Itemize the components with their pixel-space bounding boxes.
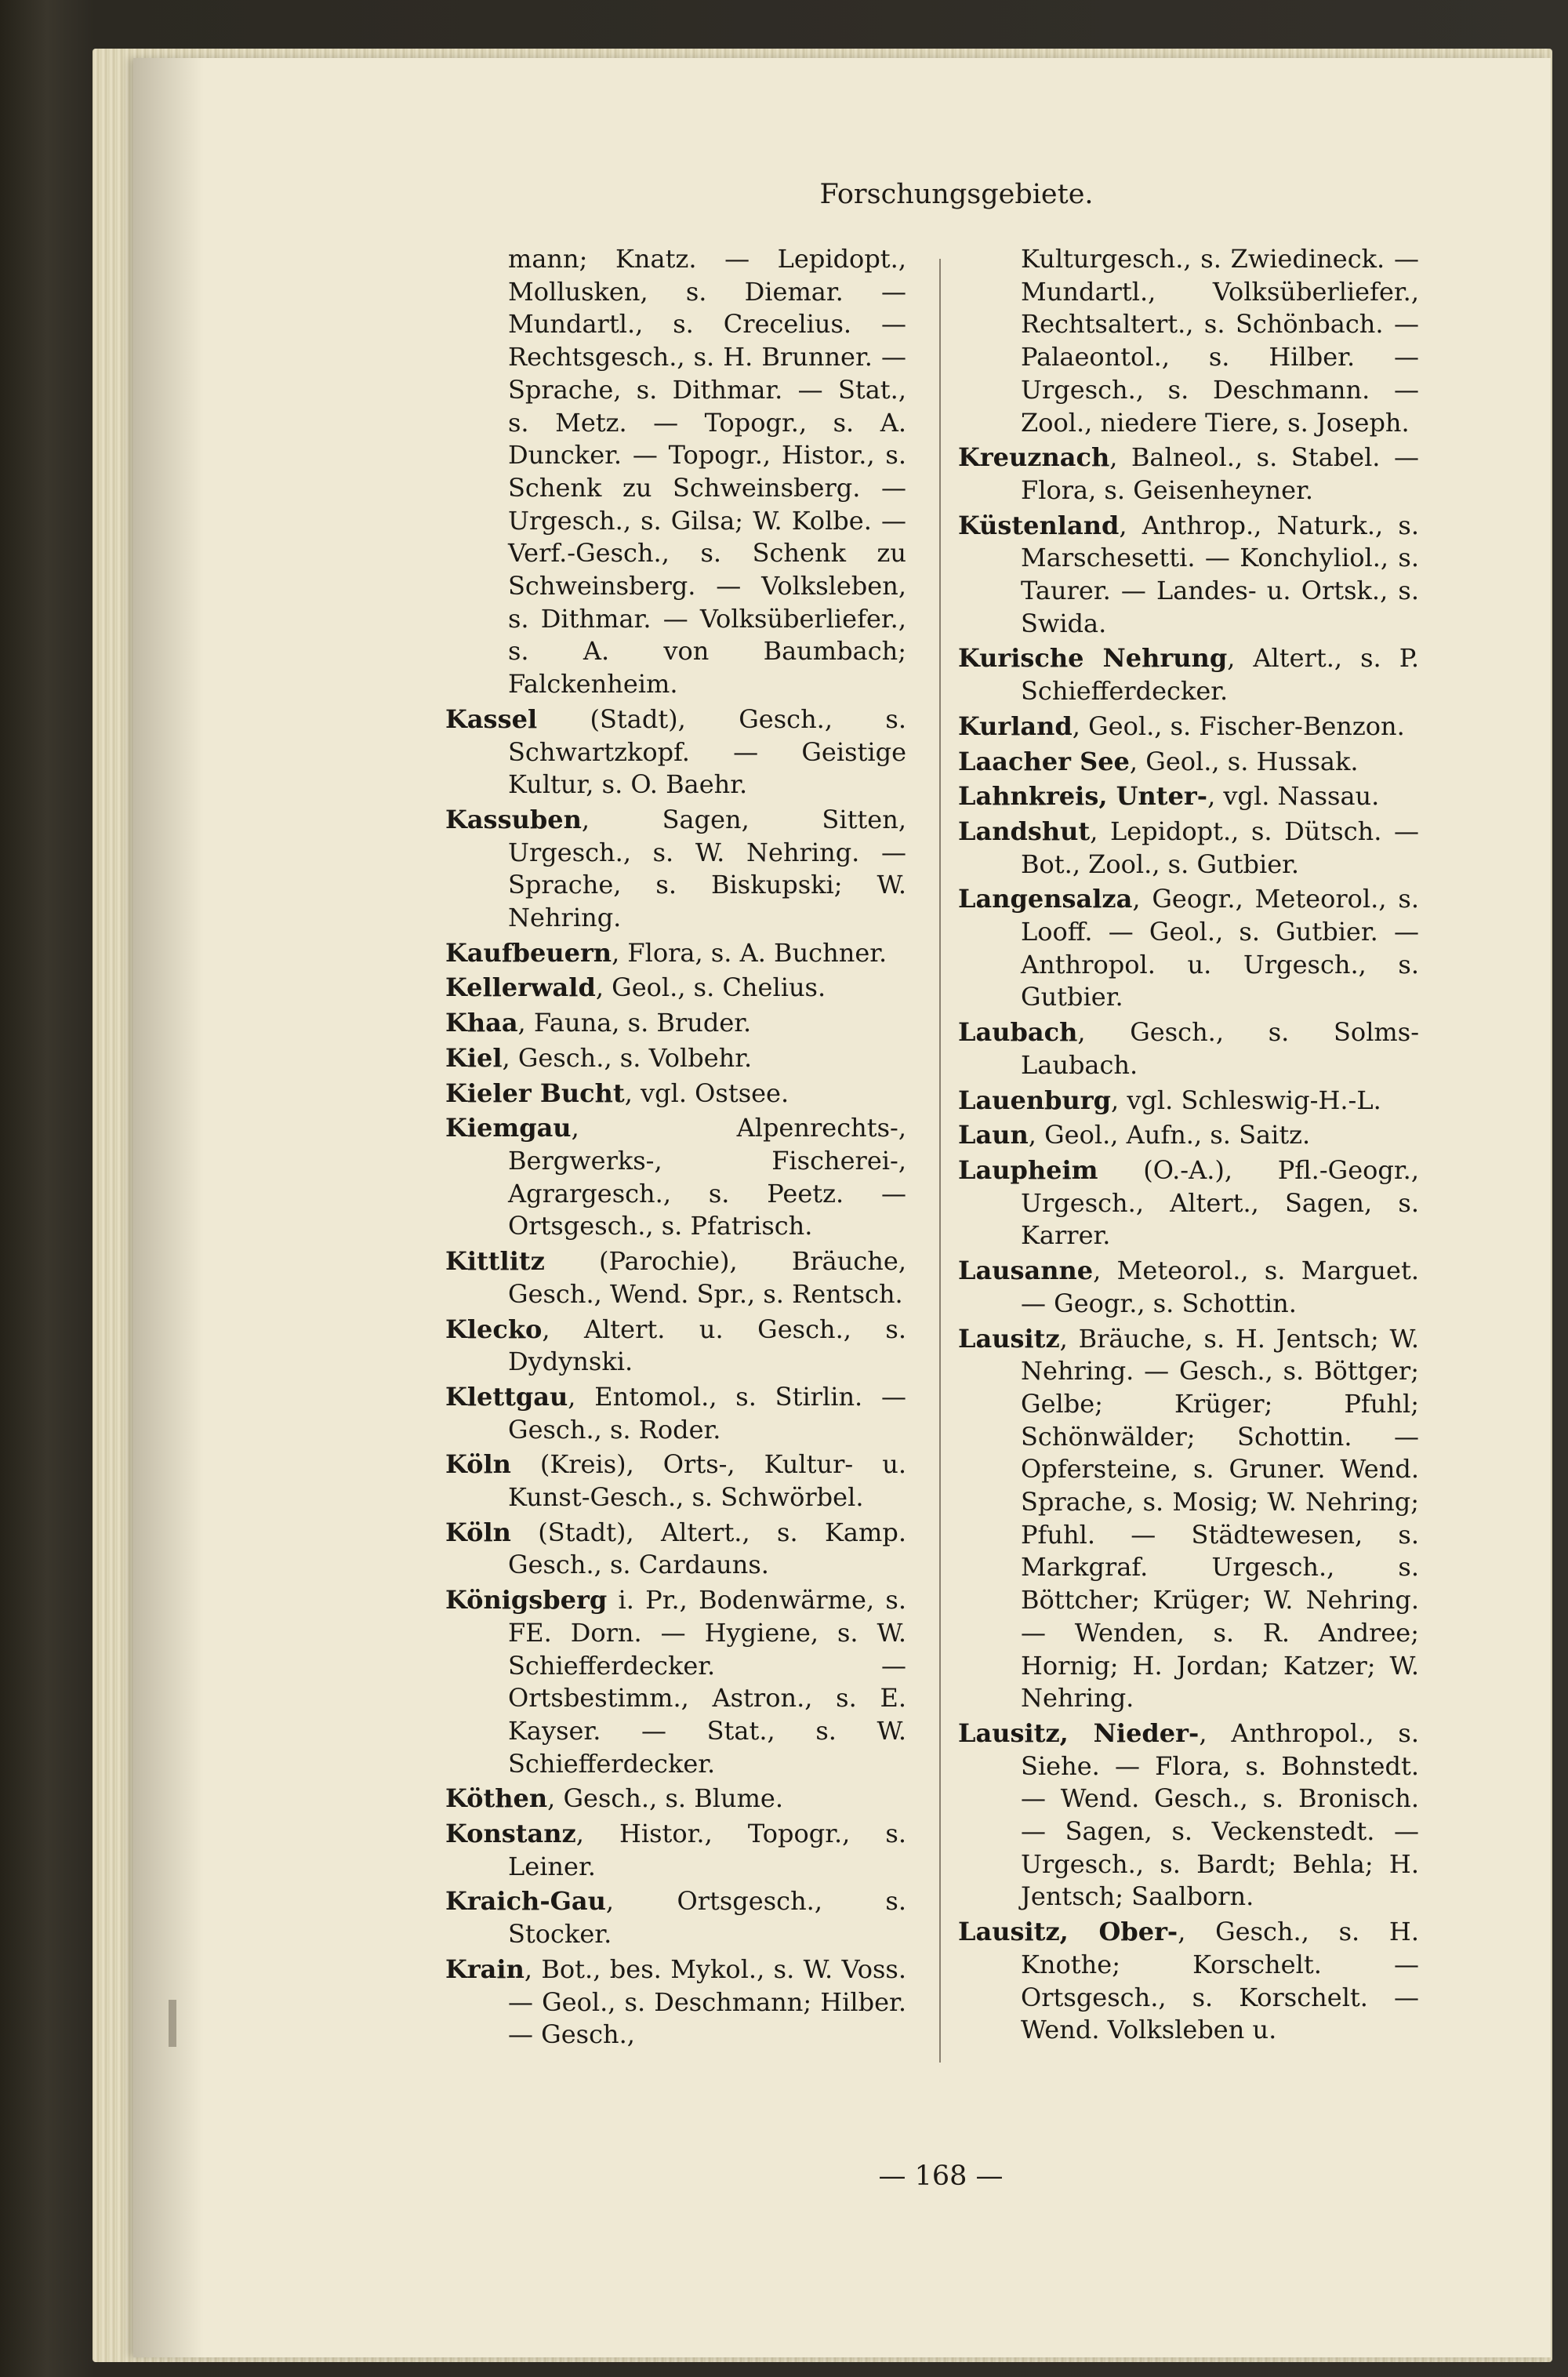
index-entry: Laun, Geol., Aufn., s. Saitz.	[958, 1120, 1311, 1150]
index-entry: Lahnkreis, Unter-, vgl. Nassau.	[958, 781, 1380, 812]
index-entry: Landshut, Lepidopt., s. Dütsch. — Bot., Zool., s. Gutbier.	[958, 816, 1419, 879]
index-entry: Kurland, Geol., s. Fischer-Benzon.	[958, 711, 1405, 741]
index-entry: Kurische Nehrung, Altert., s. P. Schiefferdecker.	[958, 643, 1419, 707]
index-entry: Kittlitz (Parochie), Bräuche, Gesch., Wend. Spr., s. Rentsch.	[445, 1246, 906, 1309]
index-entry: Köln (Stadt), Altert., s. Kamp. Gesch., s. Cardauns.	[445, 1517, 906, 1580]
index-entry: Laupheim (O.-A.), Pfl.-Geogr., Urgesch., Altert., Sagen, s. Karrer.	[958, 1154, 1419, 1251]
index-entry: mann; Knatz. — Lepidopt., Mollusken, s. Diemar. — Mundartl., s. Crecelius. — Rechtsgesch., s. H. Brunner. — Sprache, s. Dithmar. — Stat., s. Metz. — Topogr., s. A. Duncker. — Topogr., Histor., s. Schenk zu Schweinsberg. — Urgesch., s. Gilsa; W. Kolbe. — Verf.-Gesch., s. Schenk zu Schweinsberg. — Volksleben, s. Dithmar. — Volksüberliefer., s. A. von Baumbach; Falckenheim.	[508, 244, 906, 700]
index-entry: Kassuben, Sagen, Sitten, Urgesch., s. W. Nehring. — Sprache, s. Biskupski; W. Nehring.	[445, 804, 906, 933]
index-entry: Langensalza, Geogr., Meteorol., s. Looff. — Geol., s. Gutbier. — Anthropol. u. Urgesch., s. Gutbier.	[958, 884, 1419, 1012]
index-entry: Kieler Bucht, vgl. Ostsee.	[445, 1078, 789, 1108]
index-entry: Kiel, Gesch., s. Volbehr.	[445, 1042, 753, 1073]
index-entry: Khaa, Fauna, s. Bruder.	[445, 1008, 752, 1038]
index-entry: Kreuznach, Balneol., s. Stabel. — Flora, s. Geisenheyner.	[958, 442, 1419, 505]
left-column	[445, 243, 906, 2054]
index-entry: Klettgau, Entomol., s. Stirlin. — Gesch., s. Roder.	[445, 1381, 906, 1445]
index-entry: Krain, Bot., bes. Mykol., s. W. Voss. — Geol., s. Deschmann; Hilber. — Gesch.,	[445, 1954, 906, 2050]
column-divider	[939, 259, 941, 2063]
right-column	[958, 243, 1419, 2049]
index-entry: Laubach, Gesch., s. Solms-Laubach.	[958, 1017, 1419, 1080]
index-entry: Kassel (Stadt), Gesch., s. Schwartzkopf. — Geistige Kultur, s. O. Baehr.	[445, 703, 906, 800]
index-entry: Köln (Kreis), Orts-, Kultur- u. Kunst-Gesch., s. Schwörbel.	[445, 1449, 906, 1513]
index-entry: Laacher See, Geol., s. Hussak.	[958, 746, 1359, 776]
running-header: Forschungsgebiete.	[819, 179, 1094, 210]
index-entry: Konstanz, Histor., Topogr., s. Leiner.	[445, 1819, 906, 1881]
index-entry: Klecko, Altert. u. Gesch., s. Dydynski.	[445, 1314, 906, 1377]
index-entry: Lausitz, Bräuche, s. H. Jentsch; W. Nehring. — Gesch., s. Böttger; Gelbe; Krüger; Pfuhl; Schönwälder; Schottin. — Opfersteine, s. Gruner. Wend. Sprache, s. Mosig; W. Nehring; Pfuhl. — Städtewesen, s. Markgraf. Urgesch., s. Böttcher; Krüger; W. Nehring. — Wenden, s. R. Andree; Hornig; H. Jordan; Katzer; W. Nehring.	[958, 1323, 1419, 1714]
index-entry: Kulturgesch., s. Zwiedineck. — Mundartl., Volksüberliefer., Rechtsaltert., s. Schönbach. — Palaeontol., s. Hilber. — Urgesch., s. Deschmann. — Zool., niedere Tiere, s. Joseph.	[1021, 244, 1419, 438]
index-entry: Kiemgau, Alpenrechts-, Bergwerks-, Fischerei-, Agrargesch., s. Peetz. — Ortsgesch., s. Pfatrisch.	[445, 1113, 906, 1241]
index-entry: Lauenburg, vgl. Schleswig-H.-L.	[958, 1085, 1381, 1115]
index-entry: Kaufbeuern, Flora, s. A. Buchner.	[445, 937, 887, 968]
page-number: — 168 —	[878, 2161, 1004, 2192]
index-entry: Lausitz, Ober-, Gesch., s. H. Knothe; Korschelt. — Ortsgesch., s. Korschelt. — Wend. Volksleben u.	[958, 1917, 1419, 2045]
index-entry: Kraich-Gau, Ortsgesch., s. Stocker.	[445, 1886, 906, 1950]
index-entry: Kellerwald, Geol., s. Chelius.	[445, 972, 826, 1003]
margin-mark	[169, 2000, 176, 2047]
index-entry: Lausitz, Nieder-, Anthropol., s. Siehe. — Flora, s. Bohnstedt. — Wend. Gesch., s. Bronisch. — Sagen, s. Veckenstedt. — Urgesch., s. Bardt; Behla; H. Jentsch; Saalborn.	[958, 1717, 1420, 1912]
index-entry: Küstenland, Anthrop., Naturk., s. Marschesetti. — Konchyliol., s. Taurer. — Landes- u. Ortsk., s. Swida.	[958, 510, 1419, 638]
index-entry: Königsberg i. Pr., Bodenwärme, s. FE. Dorn. — Hygiene, s. W. Schiefferdecker. — Ortsbestimm., Astron., s. E. Kayser. — Stat., s. W. Schiefferdecker.	[445, 1585, 906, 1779]
index-entry: Köthen, Gesch., s. Blume.	[445, 1783, 784, 1814]
index-entry: Lausanne, Meteorol., s. Marguet. — Geogr., s. Schottin.	[958, 1256, 1419, 1318]
